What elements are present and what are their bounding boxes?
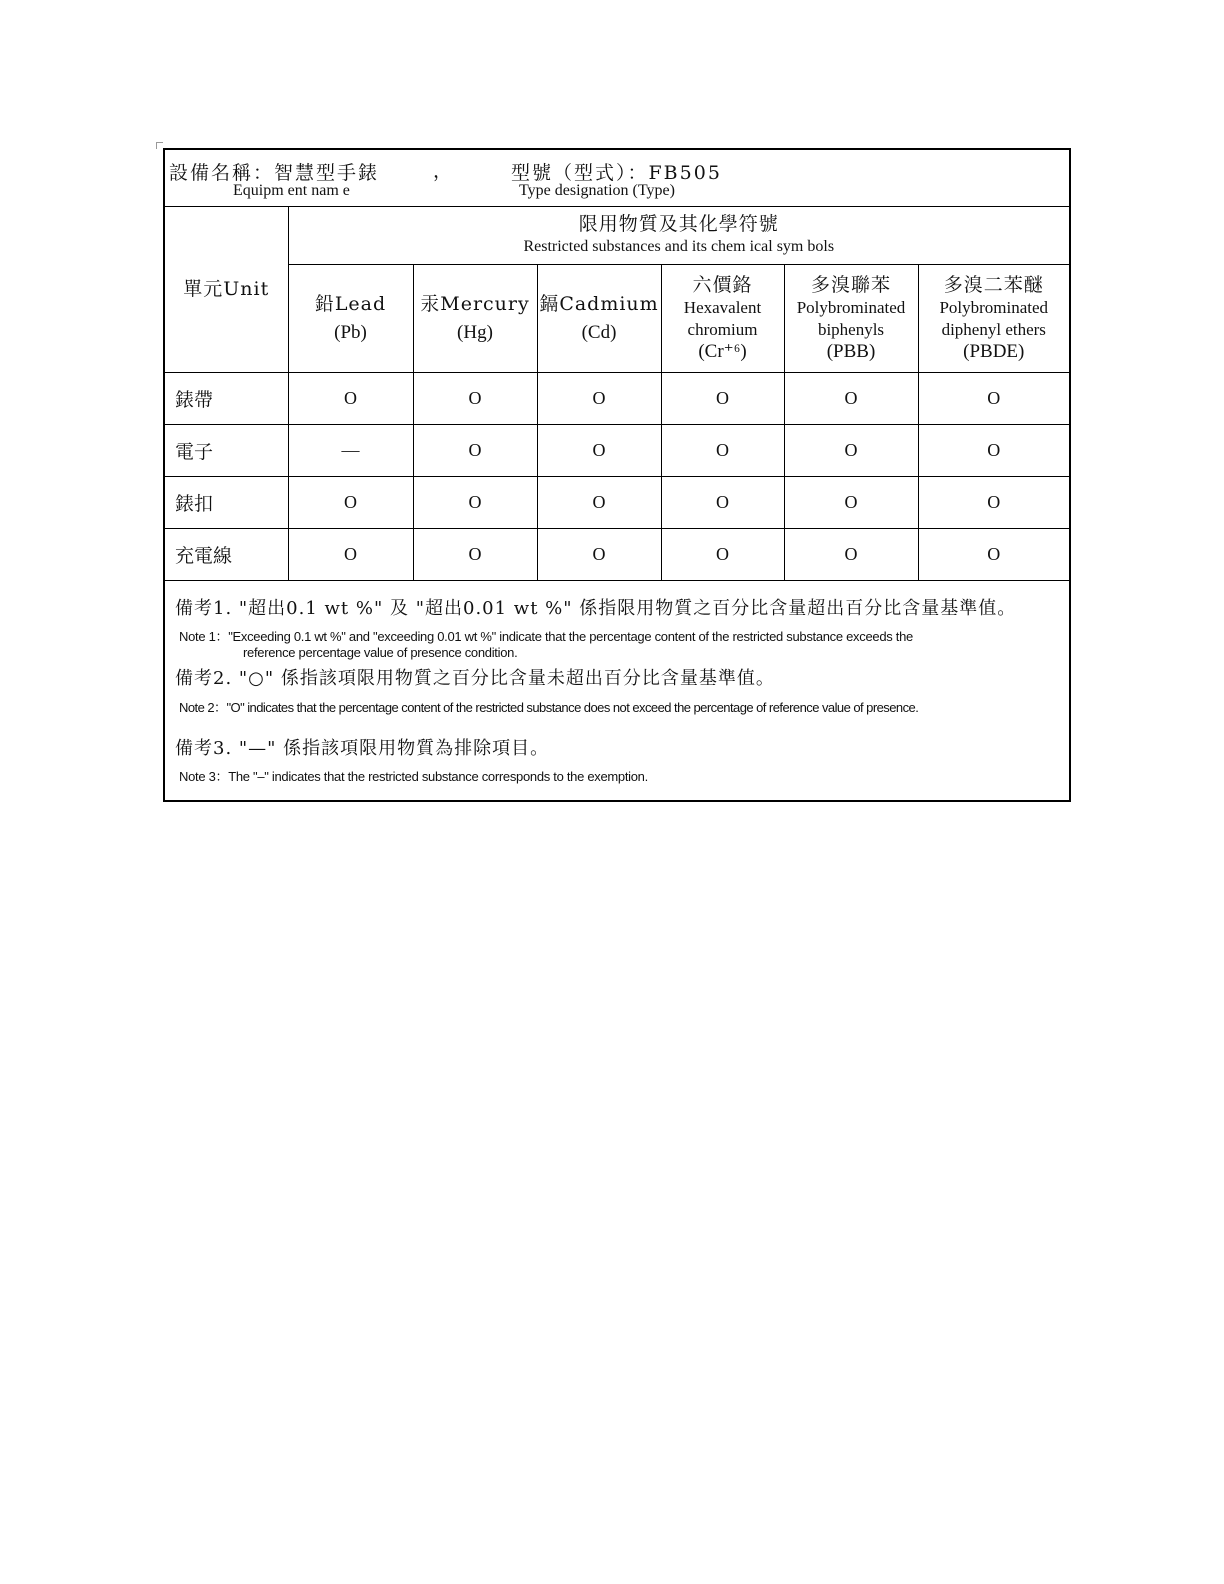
value-cell: O <box>661 372 784 424</box>
substance-name-en: biphenyls <box>817 320 885 339</box>
substance-pbb <box>784 264 918 372</box>
unit-header-cell <box>165 207 288 372</box>
rohs-declaration-table <box>163 148 1071 802</box>
unit-name: 充電線 <box>165 528 288 580</box>
substance-symbol: (Cd) <box>581 322 617 343</box>
header-separator: ， <box>433 160 455 182</box>
note-3-en: Note 3：The "–" indicates that the restricted substance corresponds to the exemption. <box>179 769 648 784</box>
value-cell: O <box>918 424 1069 476</box>
note-2-en: Note 2："O" indicates that the percentage content of the restricted substance does not exceed the percentage of reference value of presence. <box>179 700 919 715</box>
substance-symbol: (PBB) <box>826 341 876 362</box>
substance-name-zh: 多溴聯苯 <box>810 274 891 296</box>
substance-name-en: diphenyl ethers <box>941 320 1046 339</box>
value-cell: O <box>413 424 537 476</box>
value-cell: O <box>784 476 918 528</box>
restricted-header-zh: 限用物質及其化學符號 <box>578 213 779 236</box>
restricted-header-en: Restricted substances and its chem ical sym bols <box>523 238 835 256</box>
type-designation-en: Type designation (Type) <box>519 182 675 199</box>
equipment-name-en: Equipm ent nam e <box>233 182 350 199</box>
value-cell: O <box>288 372 413 424</box>
substance-name: 汞Mercury <box>420 293 530 315</box>
substance-symbol: (Cr⁺⁶) <box>698 341 747 362</box>
unit-name: 電子 <box>165 424 288 476</box>
note-1-en: Note 1："Exceeding 0.1 wt %" and "exceeding 0.01 wt %" indicate that the percentage content of the restricted substance exceeds the <box>179 629 913 644</box>
value-cell: — <box>288 424 413 476</box>
value-cell: O <box>784 372 918 424</box>
note-1-zh: 備考1. "超出0.1 wt %" 及 "超出0.01 wt %" 係指限用物質之百分比含量超出百分比含量基準值。 <box>175 598 1017 619</box>
value-cell: O <box>413 528 537 580</box>
value-cell: O <box>661 476 784 528</box>
substance-symbol: (PBDE) <box>963 341 1025 362</box>
substance-name-en: Hexavalent <box>683 298 762 317</box>
substance-symbol: (Pb) <box>334 322 367 343</box>
substance-pbde <box>918 264 1069 372</box>
substance-hexavalent-chromium <box>661 264 784 372</box>
value-cell: O <box>288 528 413 580</box>
note-2-zh: 備考2. "○" 係指該項限用物質之百分比含量未超出百分比含量基準值。 <box>175 668 775 689</box>
substance-mercury <box>413 264 537 372</box>
note-1-en-continued: reference percentage value of presence condition. <box>243 645 518 660</box>
value-cell: O <box>918 372 1069 424</box>
value-cell: O <box>537 372 661 424</box>
value-cell: O <box>413 372 537 424</box>
value-cell: O <box>918 476 1069 528</box>
substance-name-zh: 多溴二苯醚 <box>943 274 1044 296</box>
value-cell: O <box>537 476 661 528</box>
value-cell: O <box>784 528 918 580</box>
substance-name-zh: 六價鉻 <box>692 274 753 296</box>
value-cell: O <box>784 424 918 476</box>
unit-name: 錶帶 <box>165 372 288 424</box>
substance-lead <box>288 264 413 372</box>
value-cell: O <box>537 528 661 580</box>
substance-name: 鉛Lead <box>314 293 387 315</box>
table-row <box>165 476 1069 528</box>
value-cell: O <box>661 528 784 580</box>
value-cell: O <box>661 424 784 476</box>
substance-name: 鎘Cadmium <box>539 293 659 315</box>
value-cell: O <box>413 476 537 528</box>
equipment-header <box>165 150 1069 207</box>
substance-name-en: chromium <box>687 320 758 339</box>
substance-symbol: (Hg) <box>457 322 493 343</box>
table-row <box>165 372 1069 424</box>
note-3-zh: 備考3. "—" 係指該項限用物質為排除項目。 <box>175 738 550 759</box>
notes-section <box>165 580 1069 800</box>
substance-cadmium <box>537 264 661 372</box>
table-row <box>165 424 1069 476</box>
equipment-name-zh: 設備名稱：智慧型手錶 <box>169 162 380 184</box>
type-designation-zh: 型號（型式）：FB505 <box>511 162 722 184</box>
page-corner-mark <box>156 142 163 149</box>
value-cell: O <box>537 424 661 476</box>
table-row <box>165 528 1069 580</box>
value-cell: O <box>288 476 413 528</box>
substance-name-en: Polybrominated <box>939 298 1049 317</box>
substance-name-en: Polybrominated <box>796 298 906 317</box>
unit-header: 單元Unit <box>183 278 270 301</box>
unit-name: 錶扣 <box>165 476 288 528</box>
substance-grid <box>165 207 1069 581</box>
restricted-header-cell <box>288 207 1069 264</box>
value-cell: O <box>918 528 1069 580</box>
